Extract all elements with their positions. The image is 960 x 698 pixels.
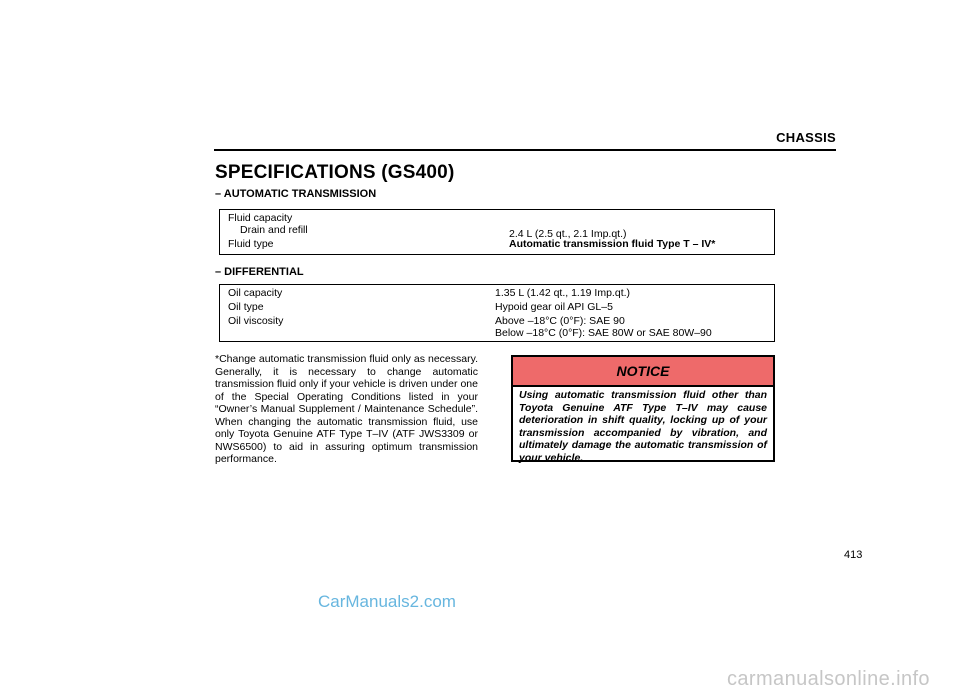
section-header: CHASSIS <box>776 130 836 145</box>
spec-label: Oil capacity <box>228 287 283 299</box>
spec-label: Oil viscosity <box>228 315 284 327</box>
page-number: 413 <box>844 549 863 561</box>
watermark: CarManuals2.com <box>318 592 456 611</box>
automatic-transmission-heading: – AUTOMATIC TRANSMISSION <box>215 188 377 200</box>
watermark: carmanualsonline.info <box>727 668 930 690</box>
notice-title: NOTICE <box>513 357 773 387</box>
header-rule <box>214 149 836 151</box>
footnote: *Change automatic transmission fluid only as necessary. Generally, it is necessary to change automatic transmission fluid only if your vehicle is driven under one of the Special Operating Conditions listed in your “Owner’s Manual Supplement / Maintenance Schedule”. When changing the automatic transmission fluid, use only Toyota Genuine ATF Type T–IV (ATF JWS3309 or NWS6500) to aid in assuring optimum transmission performance. <box>215 353 478 465</box>
spec-value: Automatic transmission fluid Type T – IV* <box>509 238 716 250</box>
page-title: SPECIFICATIONS (GS400) <box>215 162 455 183</box>
spec-label: Fluid type <box>228 238 274 250</box>
spec-value: 2.4 L (2.5 qt., 2.1 Imp.qt.) <box>509 228 627 240</box>
spec-label: Drain and refill <box>240 224 308 236</box>
spec-value: 1.35 L (1.42 qt., 1.19 Imp.qt.) <box>495 287 631 299</box>
spec-label: Fluid capacity <box>228 212 293 224</box>
automatic-transmission-spec-table <box>219 209 775 255</box>
spec-value: Below –18°C (0°F): SAE 80W or SAE 80W–90 <box>495 327 712 339</box>
notice-box <box>511 355 775 462</box>
differential-spec-table <box>219 284 775 342</box>
spec-value: Above –18°C (0°F): SAE 90 <box>495 315 625 327</box>
differential-heading: – DIFFERENTIAL <box>215 266 304 278</box>
notice-text: Using automatic transmission fluid other than Toyota Genuine ATF Type T–IV may cause deterioration in shift quality, locking up of your transmission accompanied by vibration, and ultimately damage the automatic transmission of your vehicle. <box>519 389 767 464</box>
spec-value: Hypoid gear oil API GL–5 <box>495 301 613 313</box>
spec-label: Oil type <box>228 301 264 313</box>
